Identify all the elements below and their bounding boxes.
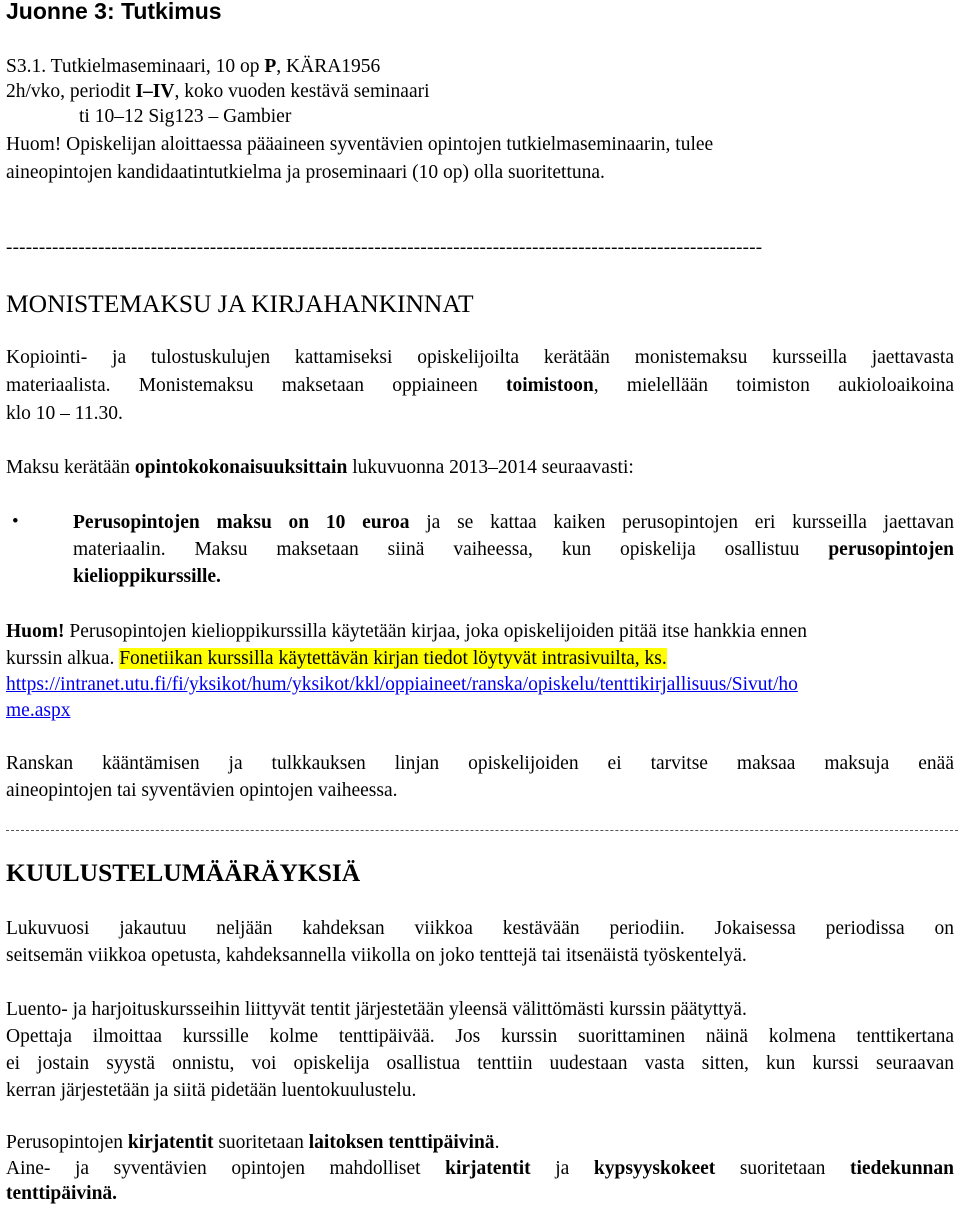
course-periods-label: 2h/vko, periodit	[6, 81, 136, 102]
exam-para3-line-1	[6, 1130, 499, 1156]
exam-para2-line-1: Luento- ja harjoituskursseihin liittyvät tentit järjestetään yleensä välittömästi kurssin päätyttyä.	[6, 999, 747, 1020]
bullet-line-3: kielioppikurssille.	[73, 566, 221, 587]
exam-para3-line-2	[6, 1156, 954, 1182]
exam-bold-term: laitoksen tenttipäivinä	[308, 1132, 495, 1153]
course-line-1	[6, 54, 380, 80]
course-code-text: S3.1. Tutkielmaseminaari, 10 op	[6, 56, 265, 77]
exam-section-title: KUULUSTELUMÄÄRÄYKSIÄ	[6, 858, 361, 887]
exam-text: suoritetaan	[213, 1132, 309, 1153]
fee-paragraph-line-2	[6, 373, 954, 399]
bullet-line-1	[73, 510, 954, 536]
fee-text: materiaalin. Maksu maksetaan siinä vaiheessa, kun opiskelija osallistuu	[73, 539, 829, 560]
bullet-line-2	[73, 537, 954, 563]
course-duration-text: , koko vuoden kestävä seminaari	[174, 81, 430, 102]
highlighted-text: Fonetiikan kurssilla käytettävän kirjan tiedot löytyvät intrasivuilta, ks.	[119, 648, 667, 669]
exam-text: Opettaja ilmoittaa kurssille kolme tenttipäivää. Jos kurssin suorittaminen näinä kolmena tenttikertana	[6, 1026, 954, 1047]
course-periods-bold: I–IV	[135, 81, 175, 102]
exam-bold-term: kirjatentit	[445, 1158, 531, 1179]
fee-text: ja se kattaa kaiken perusopintojen eri kursseilla jaettavan	[409, 512, 955, 533]
fee-text: Kopiointi- ja tulostuskulujen kattamiseksi opiskelijoilta kerätään monistemaksu kursseilla jaettavasta	[6, 347, 954, 368]
course-line-3: ti 10–12 Sig123 – Gambier	[79, 106, 292, 127]
note-text: Perusopintojen kielioppikurssilla käytetään kirjaa, joka opiskelijoiden pitää itse hankkia ennen	[64, 621, 807, 642]
translation-line-2: aineopintojen tai syventävien opintojen vaiheessa.	[6, 780, 398, 801]
dashed-rule	[6, 830, 958, 831]
exam-para1-line-1	[6, 916, 954, 942]
intranet-link-continuation[interactable]: me.aspx	[6, 700, 71, 721]
fee-text: Maksu kerätään	[6, 457, 135, 478]
course-level-bold: P	[264, 56, 277, 77]
exam-para2-line-2	[6, 1024, 954, 1050]
fee-collection-line	[6, 455, 634, 481]
exam-text: Perusopintojen	[6, 1132, 128, 1153]
exam-para3-line-3: tenttipäivinä.	[6, 1183, 118, 1204]
fee-bold-term: perusopintojen	[828, 539, 954, 560]
exam-para2-line-4: kerran järjestetään ja siitä pidetään luentokuulustelu.	[6, 1080, 417, 1101]
translation-text: Ranskan kääntämisen ja tulkkauksen linjan opiskelijoiden ei tarvitse maksaa maksuja enää	[6, 753, 954, 774]
exam-text: ei jostain syystä onnistu, voi opiskelija osallistua tenttiin uudestaan vasta sitten, kun kurssi seuraavan	[6, 1053, 954, 1074]
dashed-separator: -------------------------------------------------------------------------------------------------------------------	[6, 238, 763, 258]
fee-bold-term: opintokokonaisuuksittain	[134, 457, 348, 478]
fee-text: , mielellään toimiston aukioloaikoina	[593, 375, 954, 396]
course-note-line-2: aineopintojen kandidaatintutkielma ja proseminaari (10 op) olla suoritettuna.	[6, 162, 605, 183]
note-text: kurssin alkua.	[6, 648, 120, 669]
exam-bold-term: kypsyyskokeet	[593, 1158, 716, 1179]
exam-text: ja	[530, 1158, 594, 1179]
exam-para2-line-3	[6, 1051, 954, 1077]
fee-amount-bold: Perusopintojen maksu on 10 euroa	[73, 512, 410, 533]
fee-paragraph-line-1	[6, 345, 954, 371]
course-line-2	[6, 79, 430, 105]
translation-line-1	[6, 751, 954, 777]
fee-office-bold: toimistoon	[505, 375, 594, 396]
fee-section-title: MONISTEMAKSU JA KIRJAHANKINNAT	[6, 289, 474, 318]
exam-text: Aine- ja syventävien opintojen mahdolliset	[6, 1158, 446, 1179]
fee-text: lukuvuonna 2013–2014 seuraavasti:	[347, 457, 634, 478]
exam-text: .	[494, 1132, 500, 1153]
exam-text: Lukuvuosi jakautuu neljään kahdeksan viikkoa kestävään periodiin. Jokaisessa periodissa on	[6, 918, 954, 939]
exam-bold-term: tiedekunnan	[849, 1158, 954, 1179]
bullet-icon: •	[12, 511, 19, 532]
exam-text: suoritetaan	[715, 1158, 850, 1179]
note-line-1	[6, 619, 807, 645]
fee-text: materiaalista. Monistemaksu maksetaan oppiaineen	[6, 375, 506, 396]
intranet-link[interactable]: https://intranet.utu.fi/fi/yksikot/hum/yksikot/kkl/oppiaineet/ranska/opiskelu/tenttikirjallisuus/Sivut/ho	[6, 674, 798, 695]
exam-bold-term: kirjatentit	[127, 1132, 214, 1153]
note-label-bold: Huom!	[6, 621, 65, 642]
course-id-text: , KÄRA1956	[276, 56, 381, 77]
section-heading: Juonne 3: Tutkimus	[6, 0, 222, 24]
course-note-line-1: Huom! Opiskelijan aloittaessa pääaineen syventävien opintojen tutkielmaseminaarin, tulee	[6, 134, 714, 155]
exam-para1-line-2: seitsemän viikkoa opetusta, kahdeksannella viikolla on joko tenttejä tai itsenäistä työskentelyä.	[6, 945, 747, 966]
fee-paragraph-line-3: klo 10 – 11.30.	[6, 403, 123, 424]
note-line-2	[6, 646, 667, 672]
